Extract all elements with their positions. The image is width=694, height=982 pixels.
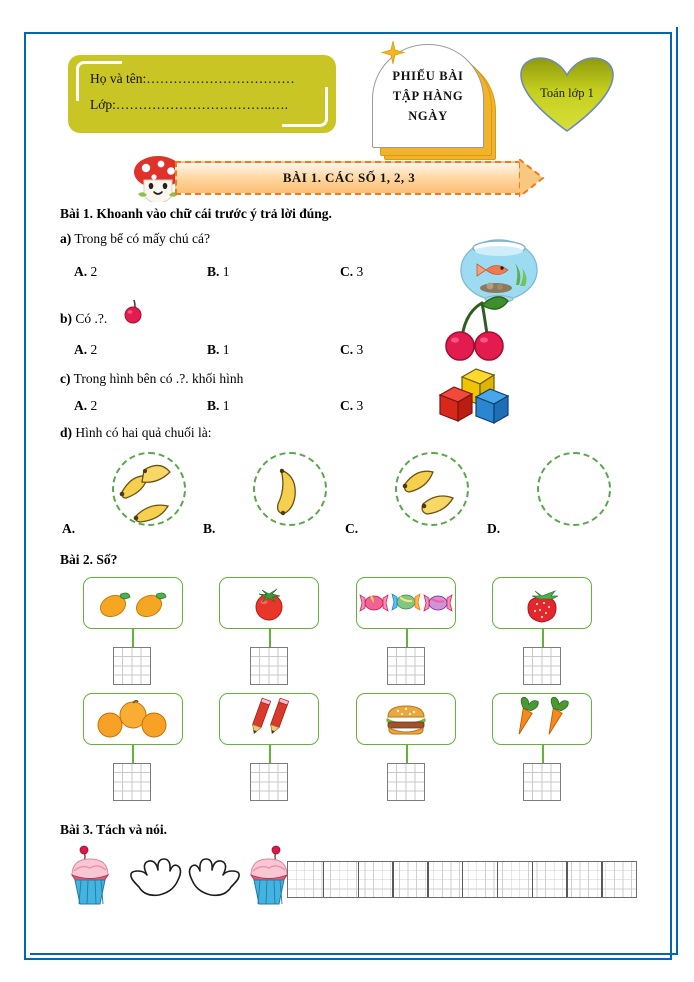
hand-icon: [126, 849, 182, 905]
option-value: 2: [90, 342, 98, 357]
connector-stem: [269, 745, 271, 763]
answer-box-tomato[interactable]: [250, 647, 288, 685]
burger-icon: [382, 699, 430, 739]
connector-stem: [132, 629, 134, 647]
grid-cell-separator: [392, 862, 393, 897]
hand-icon: [188, 849, 244, 905]
grid-cell-separator: [497, 862, 498, 897]
banana-single-icon: [255, 454, 325, 524]
item-box-candy: [356, 577, 456, 629]
cherry-inline-icon: [121, 296, 147, 324]
question-d-text: Hình có hai quả chuối là:: [75, 425, 212, 440]
candy-icon: [423, 588, 453, 618]
heart-badge-label: Toán lớp 1: [540, 86, 594, 100]
candy-icon: [391, 588, 421, 618]
option-b3[interactable]: [340, 342, 363, 358]
option-letter: C.: [340, 264, 354, 279]
choice-label-d: D.: [487, 521, 501, 536]
choice-circle-d[interactable]: [537, 452, 611, 526]
choice-circle-c[interactable]: [395, 452, 469, 526]
option-value: 3: [356, 398, 364, 413]
cherries-icon: [432, 291, 512, 363]
item-box-carrot: [492, 693, 592, 745]
bai3-answer-grid[interactable]: [287, 861, 637, 898]
carrots-icon: [502, 697, 582, 741]
connector-stem: [542, 629, 544, 647]
grid-cell-separator: [323, 862, 324, 897]
item-box-orange: [83, 693, 183, 745]
option-letter: A.: [74, 264, 88, 279]
mango-icon: [98, 586, 132, 620]
lesson-banner-title: BÀI 1. CÁC SỐ 1, 2, 3: [282, 170, 416, 185]
bai1-question-a: [60, 231, 210, 247]
option-letter: C.: [340, 342, 354, 357]
bananas-group-icon: [114, 454, 184, 524]
grid-cell-separator: [566, 862, 567, 897]
grid-cell-separator: [532, 862, 533, 897]
bai1-heading: Bài 1. Khoanh vào chữ cái trước ý trả lời đúng.: [60, 206, 332, 221]
grid-cell-separator: [358, 862, 359, 897]
oranges-icon: [90, 697, 176, 741]
option-letter: A.: [74, 398, 88, 413]
connector-stem: [406, 745, 408, 763]
title-line-2: TẬP HÀNG: [392, 89, 464, 103]
option-a2[interactable]: [207, 264, 230, 280]
answer-box-orange[interactable]: [113, 763, 151, 801]
item-box-pencil: [219, 693, 319, 745]
question-b-text: Có .?.: [75, 311, 108, 326]
answer-box-strawberry[interactable]: [523, 647, 561, 685]
item-box-mango: [83, 577, 183, 629]
question-a-label: a): [60, 231, 72, 246]
bai1-question-c: [60, 371, 243, 387]
option-a1[interactable]: [74, 264, 97, 280]
choice-label-a: A.: [62, 521, 76, 536]
option-value: 2: [90, 398, 98, 413]
connector-stem: [542, 745, 544, 763]
answer-box-burger[interactable]: [387, 763, 425, 801]
subject-heart-badge: [519, 56, 615, 134]
item-box-burger: [356, 693, 456, 745]
bananas-pair-icon: [397, 454, 467, 524]
bai1-question-b: [60, 311, 107, 327]
student-name-field[interactable]: Họ và tên:……………………………: [90, 71, 295, 86]
answer-box-mango[interactable]: [113, 647, 151, 685]
title-line-3: NGÀY: [408, 109, 448, 123]
question-a-text: Trong bể có mấy chú cá?: [74, 231, 210, 246]
lesson-banner: [175, 161, 521, 195]
question-d-label: d): [60, 425, 73, 440]
choice-circle-a[interactable]: [112, 452, 186, 526]
option-b2[interactable]: [207, 342, 230, 358]
cupcake-icon: [64, 845, 118, 907]
pencils-icon: [241, 697, 297, 741]
option-value: 1: [222, 342, 230, 357]
option-letter: B.: [207, 264, 220, 279]
question-c-text: Trong hình bên có .?. khối hình: [73, 371, 244, 386]
answer-box-carrot[interactable]: [523, 763, 561, 801]
grid-cell-separator: [462, 862, 463, 897]
bai3-heading: Bài 3. Tách và nói.: [60, 822, 168, 837]
connector-stem: [406, 629, 408, 647]
star-icon: [380, 40, 406, 66]
student-class-field[interactable]: Lớp:……………………………..….: [90, 97, 289, 112]
option-a3[interactable]: [340, 264, 363, 280]
option-value: 3: [356, 264, 364, 279]
bai2-heading: Bài 2. Số?: [60, 552, 118, 567]
worksheet-title-card: [372, 44, 502, 162]
grid-cell-separator: [601, 862, 602, 897]
option-letter: A.: [74, 342, 88, 357]
student-info-box: [68, 55, 336, 133]
choice-label-c: C.: [345, 521, 359, 536]
question-b-label: b): [60, 311, 73, 326]
item-box-tomato: [219, 577, 319, 629]
answer-box-candy[interactable]: [387, 647, 425, 685]
option-c1[interactable]: [74, 398, 97, 414]
question-c-label: c): [60, 371, 71, 386]
choice-circle-b[interactable]: [253, 452, 327, 526]
option-value: 2: [90, 264, 98, 279]
strawberry-icon: [522, 583, 562, 623]
mango-icon: [134, 586, 168, 620]
option-value: 3: [356, 342, 364, 357]
connector-stem: [269, 629, 271, 647]
option-letter: B.: [207, 342, 220, 357]
option-letter: B.: [207, 398, 220, 413]
option-c2[interactable]: [207, 398, 230, 414]
blocks-icon: [436, 363, 520, 425]
item-box-strawberry: [492, 577, 592, 629]
title-line-1: PHIẾU BÀI: [392, 69, 464, 83]
option-letter: C.: [340, 398, 354, 413]
candy-icon: [359, 588, 389, 618]
option-c3[interactable]: [340, 398, 363, 414]
option-b1[interactable]: [74, 342, 97, 358]
bai1-question-d: [60, 425, 211, 441]
option-value: 1: [222, 398, 230, 413]
connector-stem: [132, 745, 134, 763]
choice-label-b: B.: [203, 521, 216, 536]
answer-box-pencil[interactable]: [250, 763, 288, 801]
option-value: 1: [222, 264, 230, 279]
grid-cell-separator: [427, 862, 428, 897]
tomato-icon: [249, 583, 289, 623]
